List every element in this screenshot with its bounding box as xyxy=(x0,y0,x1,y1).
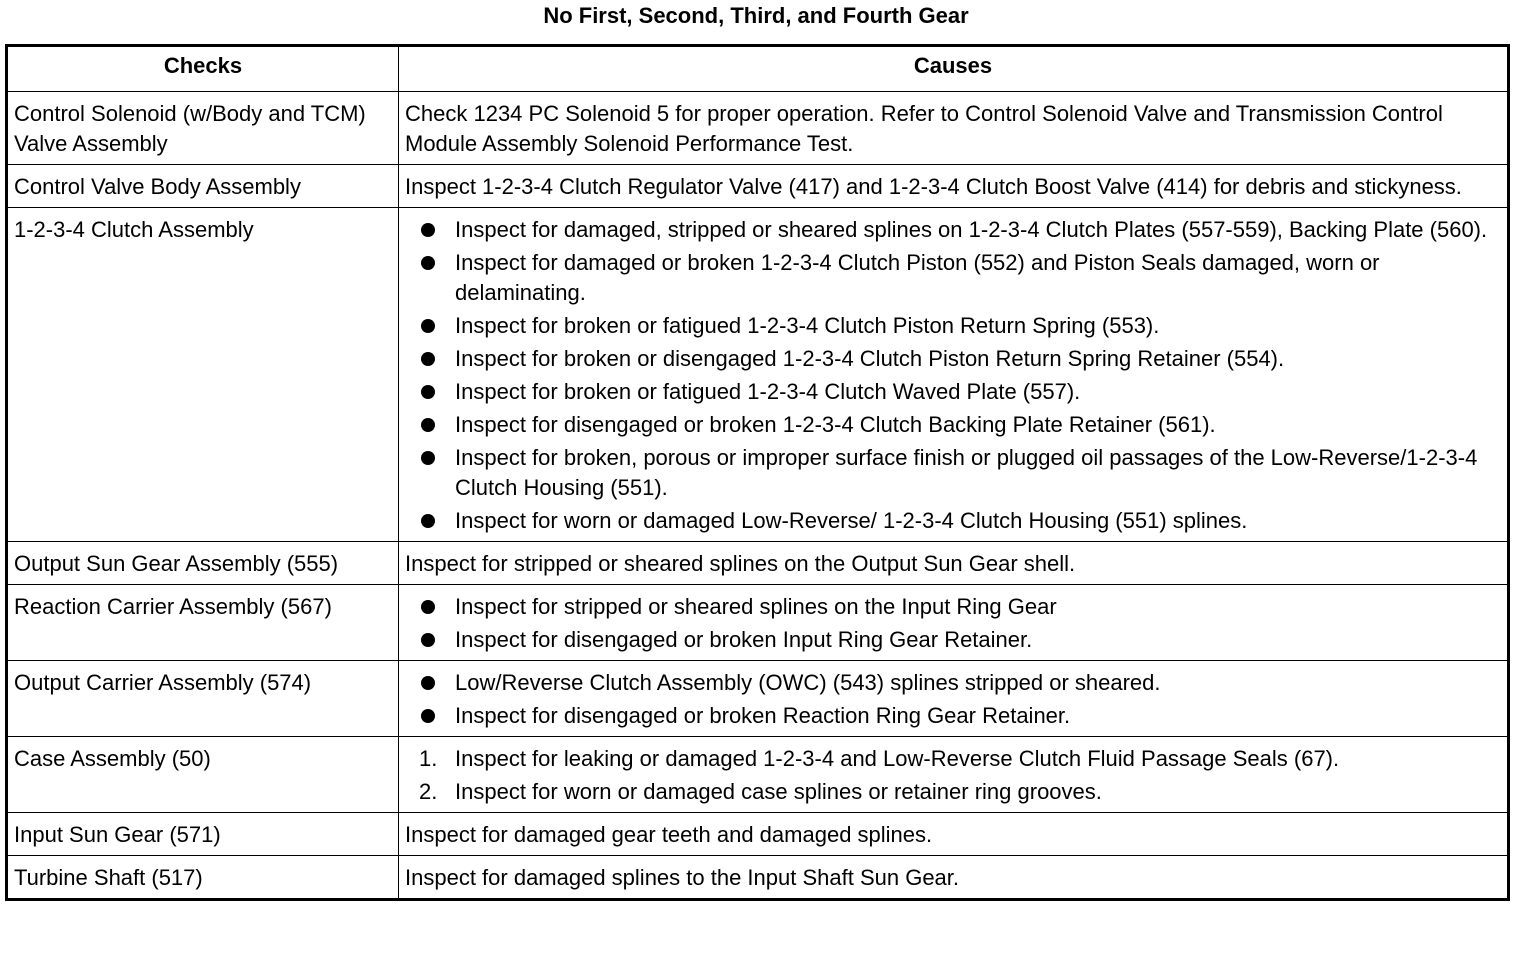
table-body xyxy=(7,92,1509,900)
table-row xyxy=(7,542,1509,585)
table-row xyxy=(7,208,1509,542)
table-row xyxy=(7,856,1509,900)
cause-cell: Check 1234 PC Solenoid 5 for proper operation. Refer to Control Solenoid Valve and Transmission Control Module Assembly Solenoid Performance Test. xyxy=(399,92,1509,165)
bullet-icon xyxy=(421,256,435,270)
cause-bullet-text: Inspect for disengaged or broken 1-2-3-4 Clutch Backing Plate Retainer (561). xyxy=(455,412,1216,437)
cause-bullet-text: Inspect for damaged or broken 1-2-3-4 Clutch Piston (552) and Piston Seals damaged, worn or delaminating. xyxy=(455,250,1380,305)
cause-bullet-list xyxy=(405,215,1501,536)
cause-bullet-text: Inspect for broken or fatigued 1-2-3-4 Clutch Waved Plate (557). xyxy=(455,379,1081,404)
cause-bullet-text: Inspect for disengaged or broken Reaction Ring Gear Retainer. xyxy=(455,703,1071,728)
check-cell: 1-2-3-4 Clutch Assembly xyxy=(7,208,399,542)
table-row xyxy=(7,165,1509,208)
cause-cell xyxy=(399,661,1509,737)
cause-bullet-item xyxy=(405,248,1501,308)
cause-bullet-text: Inspect for disengaged or broken Input Ring Gear Retainer. xyxy=(455,627,1033,652)
cause-bullet-item xyxy=(405,377,1501,407)
bullet-icon xyxy=(421,709,435,723)
cause-cell: Inspect for damaged splines to the Input Shaft Sun Gear. xyxy=(399,856,1509,900)
cause-bullet-list xyxy=(405,668,1501,731)
cause-bullet-item xyxy=(405,625,1501,655)
cause-bullet-text: Inspect for stripped or sheared splines on the Input Ring Gear xyxy=(455,594,1057,619)
cause-bullet-item xyxy=(405,592,1501,622)
bullet-icon xyxy=(421,676,435,690)
bullet-icon xyxy=(421,633,435,647)
check-cell: Output Carrier Assembly (574) xyxy=(7,661,399,737)
check-cell: Turbine Shaft (517) xyxy=(7,856,399,900)
cause-bullet-item xyxy=(405,506,1501,536)
cause-step-item xyxy=(405,744,1501,774)
step-number: 1. xyxy=(419,746,438,771)
cause-bullet-text: Inspect for broken or fatigued 1-2-3-4 Clutch Piston Return Spring (553). xyxy=(455,313,1160,338)
bullet-icon xyxy=(421,514,435,528)
bullet-icon xyxy=(421,451,435,465)
cause-bullet-item xyxy=(405,311,1501,341)
diagnostic-table xyxy=(5,44,1510,901)
cause-bullet-text: Low/Reverse Clutch Assembly (OWC) (543) splines stripped or sheared. xyxy=(455,670,1161,695)
table-row xyxy=(7,92,1509,165)
cause-cell: Inspect 1-2-3-4 Clutch Regulator Valve (417) and 1-2-3-4 Clutch Boost Valve (414) for debris and stickyness. xyxy=(399,165,1509,208)
cause-step-text: Inspect for worn or damaged case splines or retainer ring grooves. xyxy=(455,779,1102,804)
bullet-icon xyxy=(421,319,435,333)
cause-numbered-list xyxy=(405,744,1501,807)
bullet-icon xyxy=(421,223,435,237)
check-cell: Case Assembly (50) xyxy=(7,737,399,813)
cause-bullet-text: Inspect for broken, porous or improper surface finish or plugged oil passages of the Low-Reverse/1-2-3-4 Clutch Housing (551). xyxy=(455,445,1478,500)
header-checks: Checks xyxy=(7,46,399,92)
cause-cell: Inspect for damaged gear teeth and damaged splines. xyxy=(399,813,1509,856)
cause-bullet-item xyxy=(405,668,1501,698)
cause-bullet-text: Inspect for worn or damaged Low-Reverse/ 1-2-3-4 Clutch Housing (551) splines. xyxy=(455,508,1248,533)
document-title: No First, Second, Third, and Fourth Gear xyxy=(543,3,969,28)
cause-bullet-item xyxy=(405,215,1501,245)
cause-bullet-text: Inspect for broken or disengaged 1-2-3-4 Clutch Piston Return Spring Retainer (554). xyxy=(455,346,1285,371)
table-row xyxy=(7,585,1509,661)
bullet-icon xyxy=(421,600,435,614)
step-number: 2. xyxy=(419,779,438,804)
header-causes: Causes xyxy=(399,46,1509,92)
cause-cell xyxy=(399,208,1509,542)
cause-cell: Inspect for stripped or sheared splines on the Output Sun Gear shell. xyxy=(399,542,1509,585)
table-header-row xyxy=(7,46,1509,92)
check-cell: Control Valve Body Assembly xyxy=(7,165,399,208)
cause-bullet-list xyxy=(405,592,1501,655)
check-cell: Output Sun Gear Assembly (555) xyxy=(7,542,399,585)
cause-bullet-item xyxy=(405,410,1501,440)
bullet-icon xyxy=(421,418,435,432)
cause-cell xyxy=(399,737,1509,813)
cause-bullet-item xyxy=(405,701,1501,731)
table-row xyxy=(7,737,1509,813)
cause-bullet-text: Inspect for damaged, stripped or sheared splines on 1-2-3-4 Clutch Plates (557-559), Backing Plate (560). xyxy=(455,217,1488,242)
table-row xyxy=(7,661,1509,737)
table-row xyxy=(7,813,1509,856)
cause-cell xyxy=(399,585,1509,661)
bullet-icon xyxy=(421,352,435,366)
cause-bullet-item xyxy=(405,443,1501,503)
check-cell: Control Solenoid (w/Body and TCM) Valve Assembly xyxy=(7,92,399,165)
cause-step-item xyxy=(405,777,1501,807)
cause-step-text: Inspect for leaking or damaged 1-2-3-4 and Low-Reverse Clutch Fluid Passage Seals (67). xyxy=(455,746,1340,771)
check-cell: Reaction Carrier Assembly (567) xyxy=(7,585,399,661)
cause-bullet-item xyxy=(405,344,1501,374)
check-cell: Input Sun Gear (571) xyxy=(7,813,399,856)
bullet-icon xyxy=(421,385,435,399)
